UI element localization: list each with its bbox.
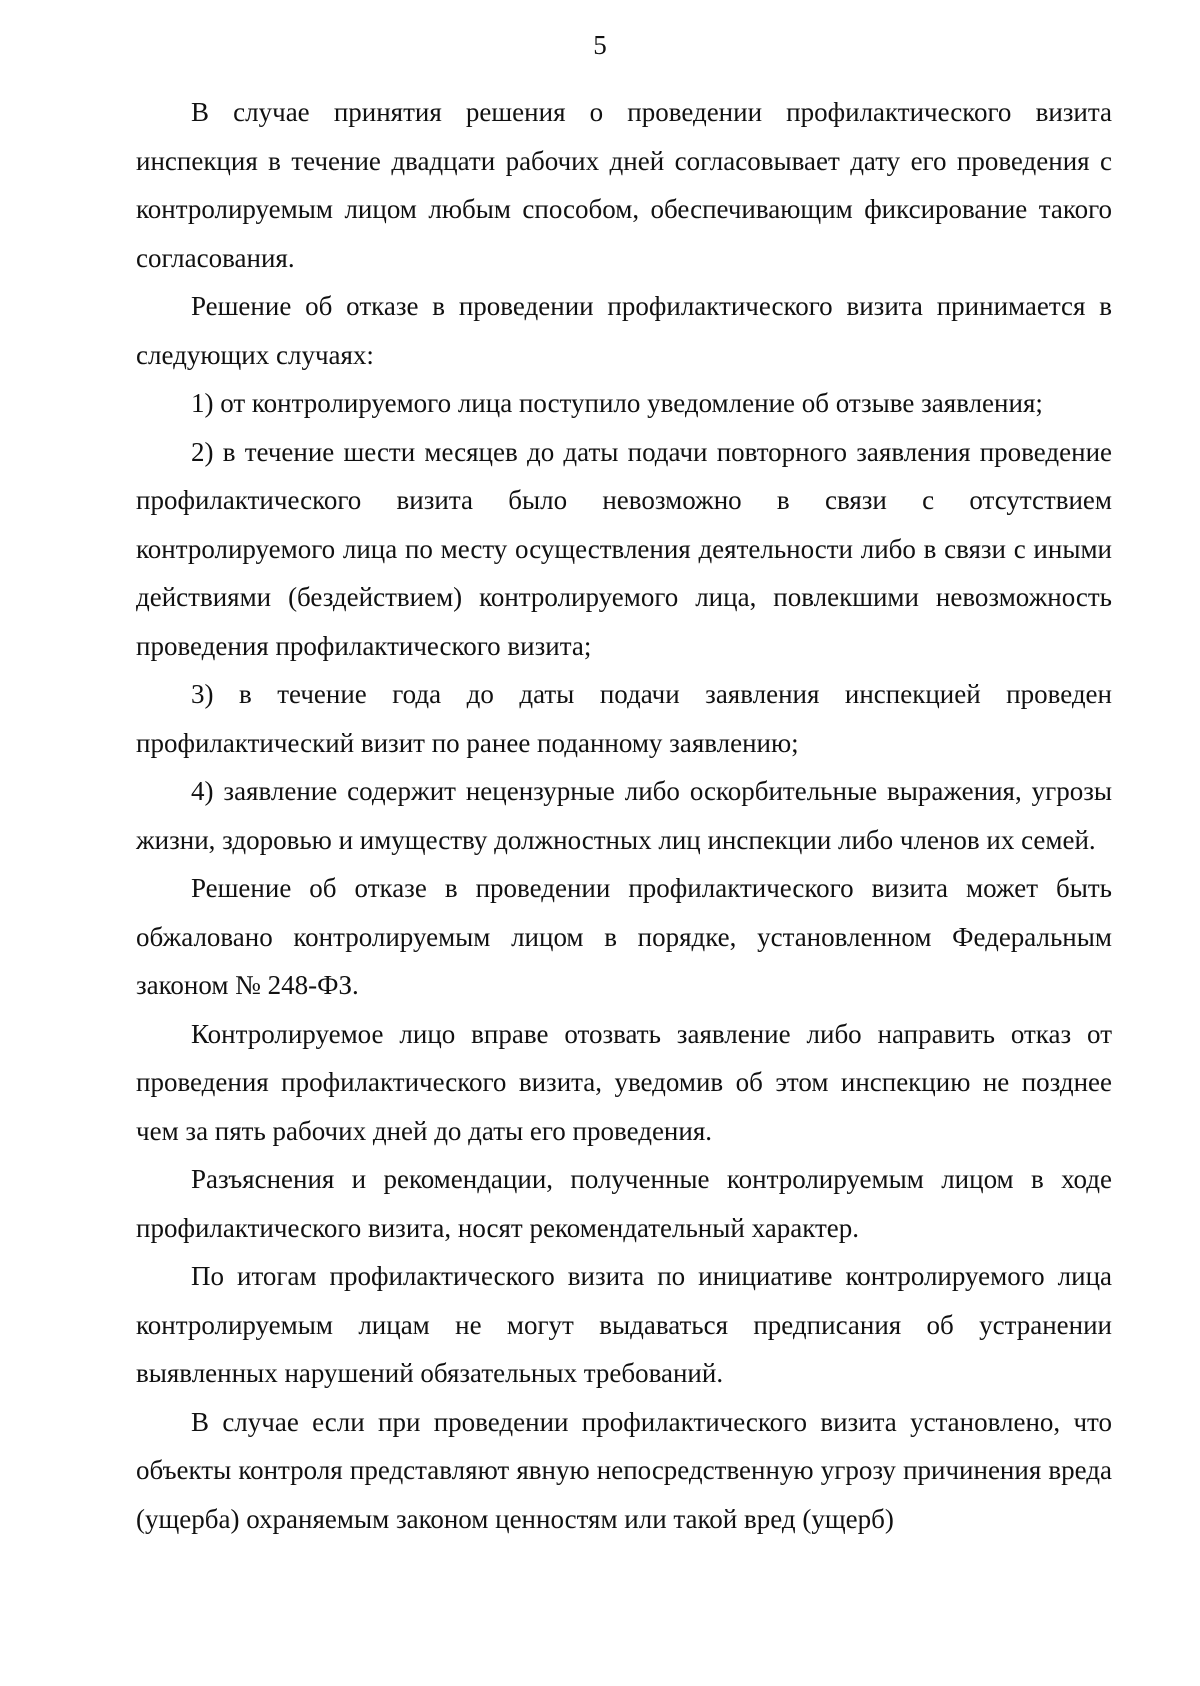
paragraph-recommendations: Разъяснения и рекомендации, полученные контролируемым лицом в ходе профилактического визита, носят рекомендательный характер.	[136, 1164, 1112, 1243]
paragraph-withdraw-application: Контролируемое лицо вправе отозвать заявление либо направить отказ от проведения профилактического визита, уведомив об этом инспекцию не позднее чем за пять рабочих дней до даты его проведения.	[136, 1018, 1112, 1146]
paragraph-refusal-case-3: 3) в течение года до даты подачи заявления инспекцией проведен профилактический визит по ранее поданному заявлению;	[136, 679, 1112, 758]
paragraph-threat-detected: В случае если при проведении профилактического визита установлено, что объекты контроля представляют явную непосредственную угрозу причинения вреда (ущерба) охраняемым законом ценностям или такой вред (ущерб)	[136, 1406, 1112, 1534]
paragraph-no-orders: По итогам профилактического визита по инициативе контролируемого лица контролируемым лицам не могут выдаваться предписания об устранении выявленных нарушений обязательных требований.	[136, 1261, 1112, 1388]
document-body	[136, 88, 1112, 1543]
paragraph-refusal-appeal: Решение об отказе в проведении профилактического визита может быть обжаловано контролируемым лицом в порядке, установленном Федеральным законом № 248-ФЗ.	[136, 873, 1112, 1000]
paragraph-refusal-case-4: 4) заявление содержит нецензурные либо оскорбительные выражения, угрозы жизни, здоровью и имуществу должностных лиц инспекции либо членов их семей.	[136, 776, 1112, 855]
paragraph-visit-date-agreement: В случае принятия решения о проведении профилактического визита инспекция в течение двадцати рабочих дней согласовывает дату его проведения с контролируемым лицом любым способом, обеспечивающим фиксирование такого согласования.	[136, 97, 1112, 273]
page-number: 5	[593, 30, 607, 60]
paragraph-refusal-case-1: 1) от контролируемого лица поступило уведомление об отзыве заявления;	[191, 388, 1043, 418]
paragraph-refusal-case-2: 2) в течение шести месяцев до даты подачи повторного заявления проведение профилактического визита было невозможно в связи с отсутствием контролируемого лица по месту осуществления деятельности либо в связи с иными действиями (бездействием) контролируемого лица, повлекшими невозможность проведения профилактического визита;	[136, 436, 1112, 661]
paragraph-refusal-cases-intro: Решение об отказе в проведении профилактического визита принимается в следующих случаях:	[136, 291, 1112, 370]
